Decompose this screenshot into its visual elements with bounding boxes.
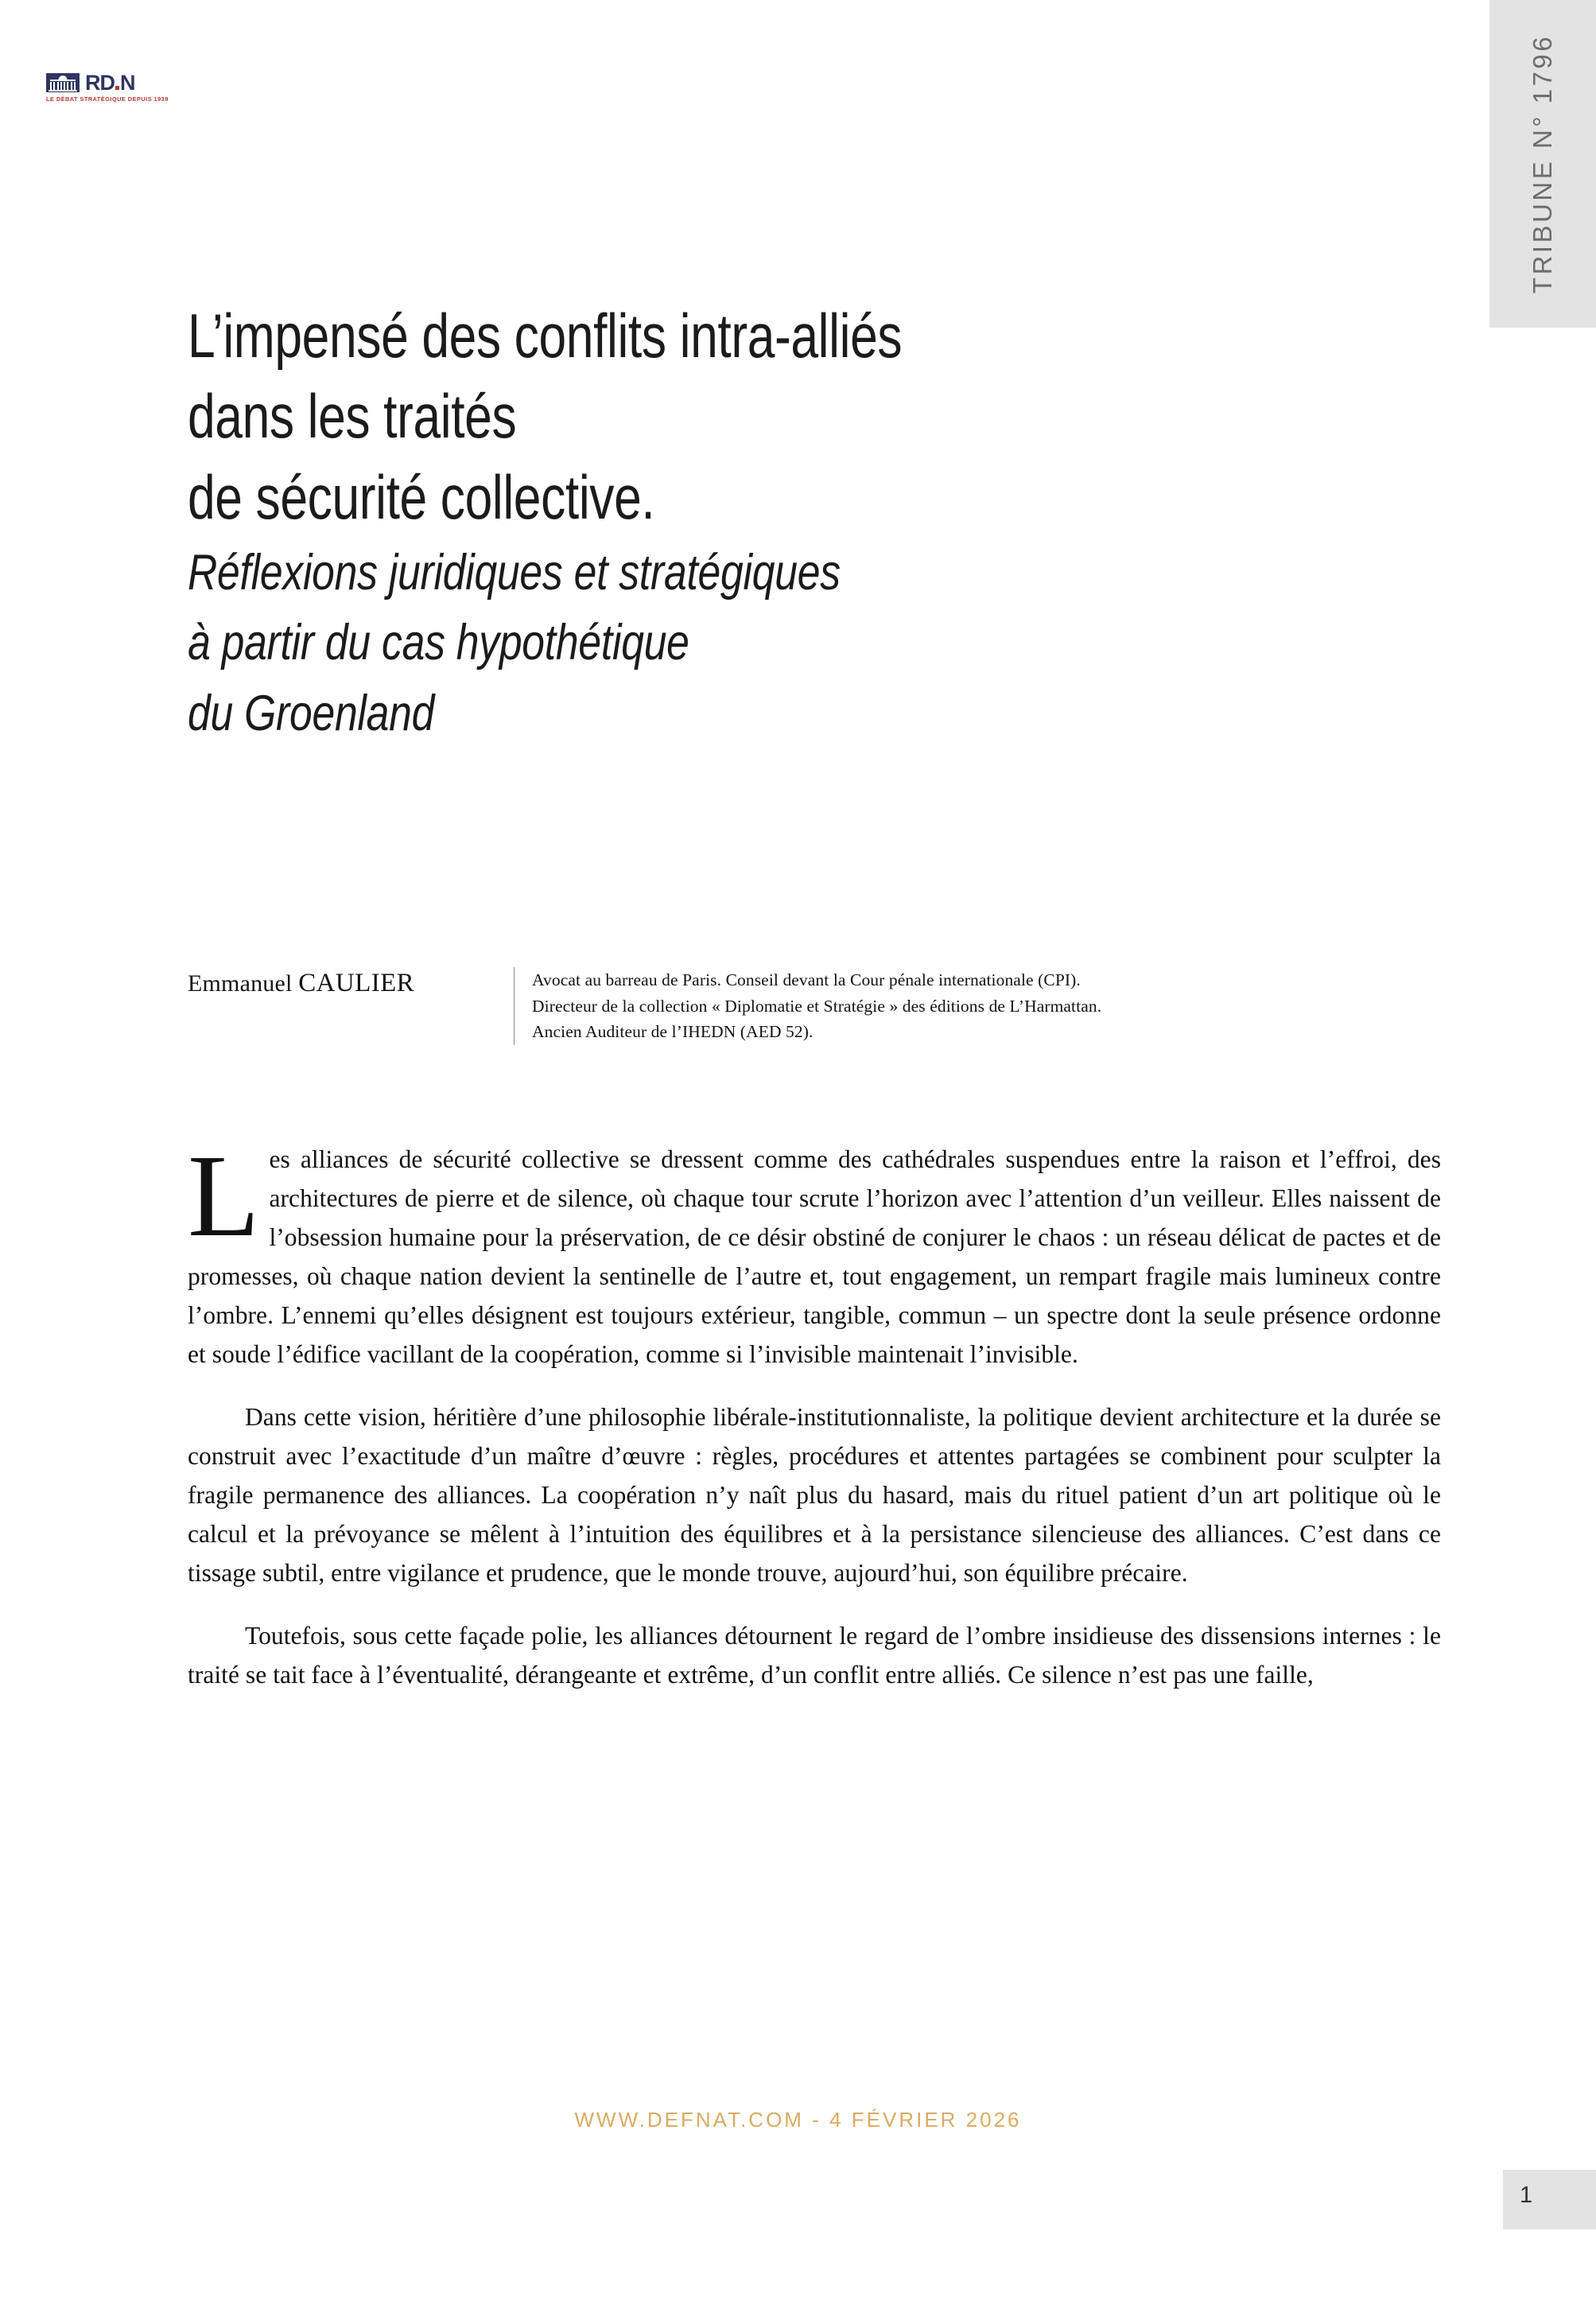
article-body (188, 1131, 1441, 1695)
body-paragraph-2: Dans cette vision, héritière d’une philosophie libérale-institutionnaliste, la politique devient architecture et la durée se construit avec l’exactitude d’un maître d’œuvre : règles, procédures et attentes partagées se combinent pour sculpter la fragile permanence des alliances. La coopération n’y naît plus du hasard, mais du rituel patient d’un art politique où le calcul et la prévoyance se mêlent à l’intuition des équilibres et à la persistance silencieuse des alliances. C’est dans ce tissage subtil, entre vigilance et prudence, que le monde trouve, aujourd’hui, son équilibre précaire. (188, 1402, 1441, 1587)
author-bio-line-2: Directeur de la collection « Diplomatie et Stratégie » des éditions de L’Harmattan. (532, 996, 1102, 1016)
page-subtitle-line-1: Réflexions juridiques et stratégiques (188, 545, 841, 601)
page-title-line-2: dans les traités (188, 381, 517, 452)
body-paragraph-3: Toutefois, sous cette façade polie, les alliances détournent le regard de l’ombre insidieuse des dissensions internes : le traité se tait face à l’éventualité, dérangeante et extrême, d’un conflit entre alliés. Ce silence n’est pas une faille, (188, 1621, 1441, 1689)
author-first-name: Emmanuel (188, 970, 293, 997)
page-footer: WWW.DEFNAT.COM - 4 FÉVRIER 2026 (574, 2108, 1022, 2132)
tribune-number-tab (1489, 0, 1596, 328)
author-name (188, 967, 514, 998)
logo-dot-separator (115, 86, 119, 90)
author-bio (532, 967, 1441, 1045)
logo-wordmark-right: N (120, 70, 135, 95)
body-paragraph-1: Les alliances de sécurité collective se dressent comme des cathédrales suspendues entre la raison et l’effroi, des architectures de pierre et de silence, où chaque tour scrute l’horizon avec l’attention d’un veilleur. Elles naissent de l’obsession humaine pour la préservation, de ce désir obstiné de conjurer le chaos : un réseau délicat de pactes et de promesses, où chaque nation devient la sentinelle de l’autre et, tout engagement, un rempart fragile mais lumineux contre l’ombre. L’ennemi qu’elles désignent est toujours extérieur, tangible, commun – un spectre dont la seule présence ordonne et soude l’édifice vacillant de la coopération, comme si l’invisible maintenait l’invisible. (188, 1131, 1441, 1368)
author-byline (188, 967, 1441, 1045)
author-bio-line-1: Avocat au barreau de Paris. Conseil devant la Cour pénale internationale (CPI). (532, 970, 1081, 989)
page-title-line-3: de sécurité collective. (188, 461, 655, 532)
rdn-masthead-logo[interactable] (46, 70, 169, 103)
logo-row (46, 70, 153, 95)
author-bio-line-3: Ancien Auditeur de l’IHEDN (AED 52). (532, 1022, 814, 1042)
page-title-line-1: L’impensé des conflits intra-alliés (188, 301, 903, 371)
page-number-box (1503, 2170, 1596, 2229)
byline-divider (514, 967, 515, 1045)
logo-tagline: LE DÉBAT STRATÉGIQUE DEPUIS 1939 (46, 95, 169, 103)
page-number-value: 1 (1520, 2182, 1533, 2208)
classical-building-icon (46, 73, 80, 92)
article-title-block (188, 296, 1441, 748)
page-subtitle-line-3: du Groenland (188, 685, 435, 741)
tribune-number-label: TRIBUNE N° 1796 (1528, 33, 1557, 294)
logo-wordmark (85, 70, 135, 95)
author-surname: CAULIER (298, 969, 415, 997)
logo-wordmark-left: RD (85, 70, 115, 95)
page-subtitle-line-2: à partir du cas hypothétique (188, 615, 689, 671)
